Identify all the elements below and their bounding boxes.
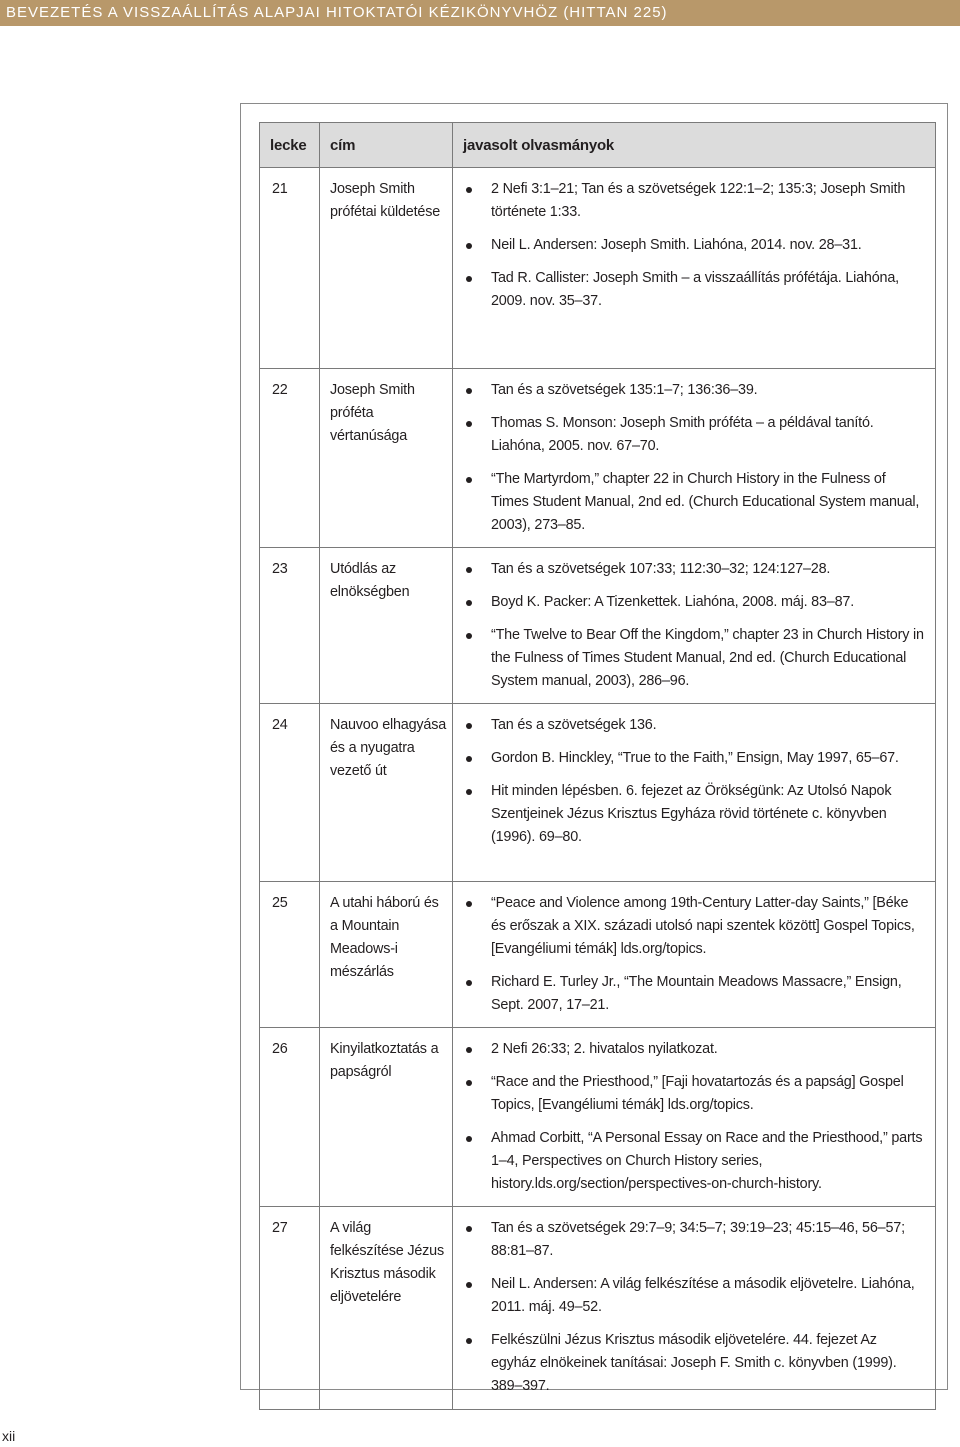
- reading-item: Neil L. Andersen: Joseph Smith. Liahóna, 2014. nov. 28–31.: [463, 234, 925, 257]
- reading-item: Richard E. Turley Jr., “The Mountain Meadows Massacre,” Ensign, Sept. 2007, 17–21.: [463, 971, 925, 1017]
- lesson-title: Nauvoo elhagyása és a nyugatra vezető út: [320, 704, 453, 882]
- table-row: [260, 548, 936, 704]
- lesson-number: 25: [260, 882, 320, 1028]
- reading-item: Tan és a szövetségek 136.: [463, 714, 925, 737]
- reading-list: [463, 178, 925, 313]
- reading-item: Gordon B. Hinckley, “True to the Faith,” Ensign, May 1997, 65–67.: [463, 747, 925, 770]
- reading-list: [463, 379, 925, 537]
- lesson-title: Utódlás az elnökségben: [320, 548, 453, 704]
- reading-list: [463, 892, 925, 1017]
- reading-cell: [453, 1207, 936, 1410]
- lesson-title: Joseph Smith prófétai küldetése: [320, 168, 453, 369]
- bullet-icon: [466, 388, 472, 394]
- table-row: [260, 1207, 936, 1410]
- bullet-icon: [466, 421, 472, 427]
- bullet-icon: [466, 1080, 472, 1086]
- reading-item: Tan és a szövetségek 107:33; 112:30–32; 124:127–28.: [463, 558, 925, 581]
- lesson-title: Kinyilatkoztatás a papságról: [320, 1028, 453, 1207]
- lesson-title: A utahi háború és a Mountain Meadows-i mészárlás: [320, 882, 453, 1028]
- running-title: BEVEZETÉS A VISSZAÁLLÍTÁS ALAPJAI HITOKTATÓI KÉZIKÖNYVHÖZ (HITTAN 225): [6, 4, 668, 21]
- bullet-icon: [466, 567, 472, 573]
- bullet-icon: [466, 1226, 472, 1232]
- bullet-icon: [466, 1338, 472, 1344]
- reading-cell: [453, 369, 936, 548]
- reading-cell: [453, 704, 936, 882]
- reading-item: Tan és a szövetségek 29:7–9; 34:5–7; 39:19–23; 45:15–46, 56–57; 88:81–87.: [463, 1217, 925, 1263]
- bullet-icon: [466, 600, 472, 606]
- reading-item: Ahmad Corbitt, “A Personal Essay on Race and the Priesthood,” parts 1–4, Perspectives on Church History series, history.lds.org/section/perspectives-on-church-history.: [463, 1127, 925, 1196]
- lesson-title: A világ felkészítése Jézus Krisztus második eljövetelére: [320, 1207, 453, 1410]
- lesson-number: 26: [260, 1028, 320, 1207]
- reading-cell: [453, 882, 936, 1028]
- reading-list: [463, 1038, 925, 1196]
- reading-cell: [453, 168, 936, 369]
- bullet-icon: [466, 1282, 472, 1288]
- table-header-row: [260, 123, 936, 168]
- lesson-number: 23: [260, 548, 320, 704]
- bullet-icon: [466, 243, 472, 249]
- lesson-number: 27: [260, 1207, 320, 1410]
- lesson-reading-table: [259, 122, 936, 1410]
- bullet-icon: [466, 1136, 472, 1142]
- reading-item: Tad R. Callister: Joseph Smith – a visszaállítás prófétája. Liahóna, 2009. nov. 35–37.: [463, 267, 925, 313]
- reading-item: Hit minden lépésben. 6. fejezet az Örökségünk: Az Utolsó Napok Szentjeinek Jézus Krisztus Egyháza rövid története c. könyvben (1996). 69–80.: [463, 780, 925, 849]
- table-row: [260, 168, 936, 369]
- lesson-number: 22: [260, 369, 320, 548]
- reading-cell: [453, 1028, 936, 1207]
- table-row: [260, 369, 936, 548]
- reading-item: “Peace and Violence among 19th-Century Latter-day Saints,” [Béke és erőszak a XIX. századi utolsó napi szentek között] Gospel Topics, [Evangéliumi témák] lds.org/topics.: [463, 892, 925, 961]
- bullet-icon: [466, 901, 472, 907]
- bullet-icon: [466, 1047, 472, 1053]
- bullet-icon: [466, 276, 472, 282]
- reading-item: 2 Nefi 3:1–21; Tan és a szövetségek 122:1–2; 135:3; Joseph Smith története 1:33.: [463, 178, 925, 224]
- running-header: [0, 0, 960, 26]
- page-number: xii: [2, 1428, 16, 1444]
- table-row: [260, 882, 936, 1028]
- column-header-lesson: lecke: [260, 123, 320, 168]
- column-header-title: cím: [320, 123, 453, 168]
- bullet-icon: [466, 789, 472, 795]
- lesson-number: 24: [260, 704, 320, 882]
- reading-cell: [453, 548, 936, 704]
- bullet-icon: [466, 187, 472, 193]
- bullet-icon: [466, 477, 472, 483]
- reading-list: [463, 1217, 925, 1398]
- reading-list: [463, 714, 925, 849]
- reading-item: 2 Nefi 26:33; 2. hivatalos nyilatkozat.: [463, 1038, 925, 1061]
- bullet-icon: [466, 756, 472, 762]
- lesson-title: Joseph Smith próféta vértanúsága: [320, 369, 453, 548]
- reading-item: Tan és a szövetségek 135:1–7; 136:36–39.: [463, 379, 925, 402]
- column-header-readings: javasolt olvasmányok: [453, 123, 936, 168]
- reading-item: Boyd K. Packer: A Tizenkettek. Liahóna, 2008. máj. 83–87.: [463, 591, 925, 614]
- reading-item: Neil L. Andersen: A világ felkészítése a második eljövetelre. Liahóna, 2011. máj. 49–52.: [463, 1273, 925, 1319]
- reading-list: [463, 558, 925, 693]
- lesson-number: 21: [260, 168, 320, 369]
- reading-item: Thomas S. Monson: Joseph Smith próféta – a példával tanító. Liahóna, 2005. nov. 67–70.: [463, 412, 925, 458]
- bullet-icon: [466, 980, 472, 986]
- reading-item: “The Martyrdom,” chapter 22 in Church History in the Fulness of Times Student Manual, 2nd ed. (Church Educational System manual, 2003), 273–85.: [463, 468, 925, 537]
- bullet-icon: [466, 723, 472, 729]
- reading-item: “The Twelve to Bear Off the Kingdom,” chapter 23 in Church History in the Fulness of Times Student Manual, 2nd ed. (Church Educational System manual, 2003), 286–96.: [463, 624, 925, 693]
- bullet-icon: [466, 633, 472, 639]
- reading-item: Felkészülni Jézus Krisztus második eljövetelére. 44. fejezet Az egyház elnökeinek tanításai: Joseph F. Smith c. könyvben (1999). 389–397.: [463, 1329, 925, 1398]
- reading-item: “Race and the Priesthood,” [Faji hovatartozás és a papság] Gospel Topics, [Evangéliumi témák] lds.org/topics.: [463, 1071, 925, 1117]
- table-row: [260, 1028, 936, 1207]
- table-row: [260, 704, 936, 882]
